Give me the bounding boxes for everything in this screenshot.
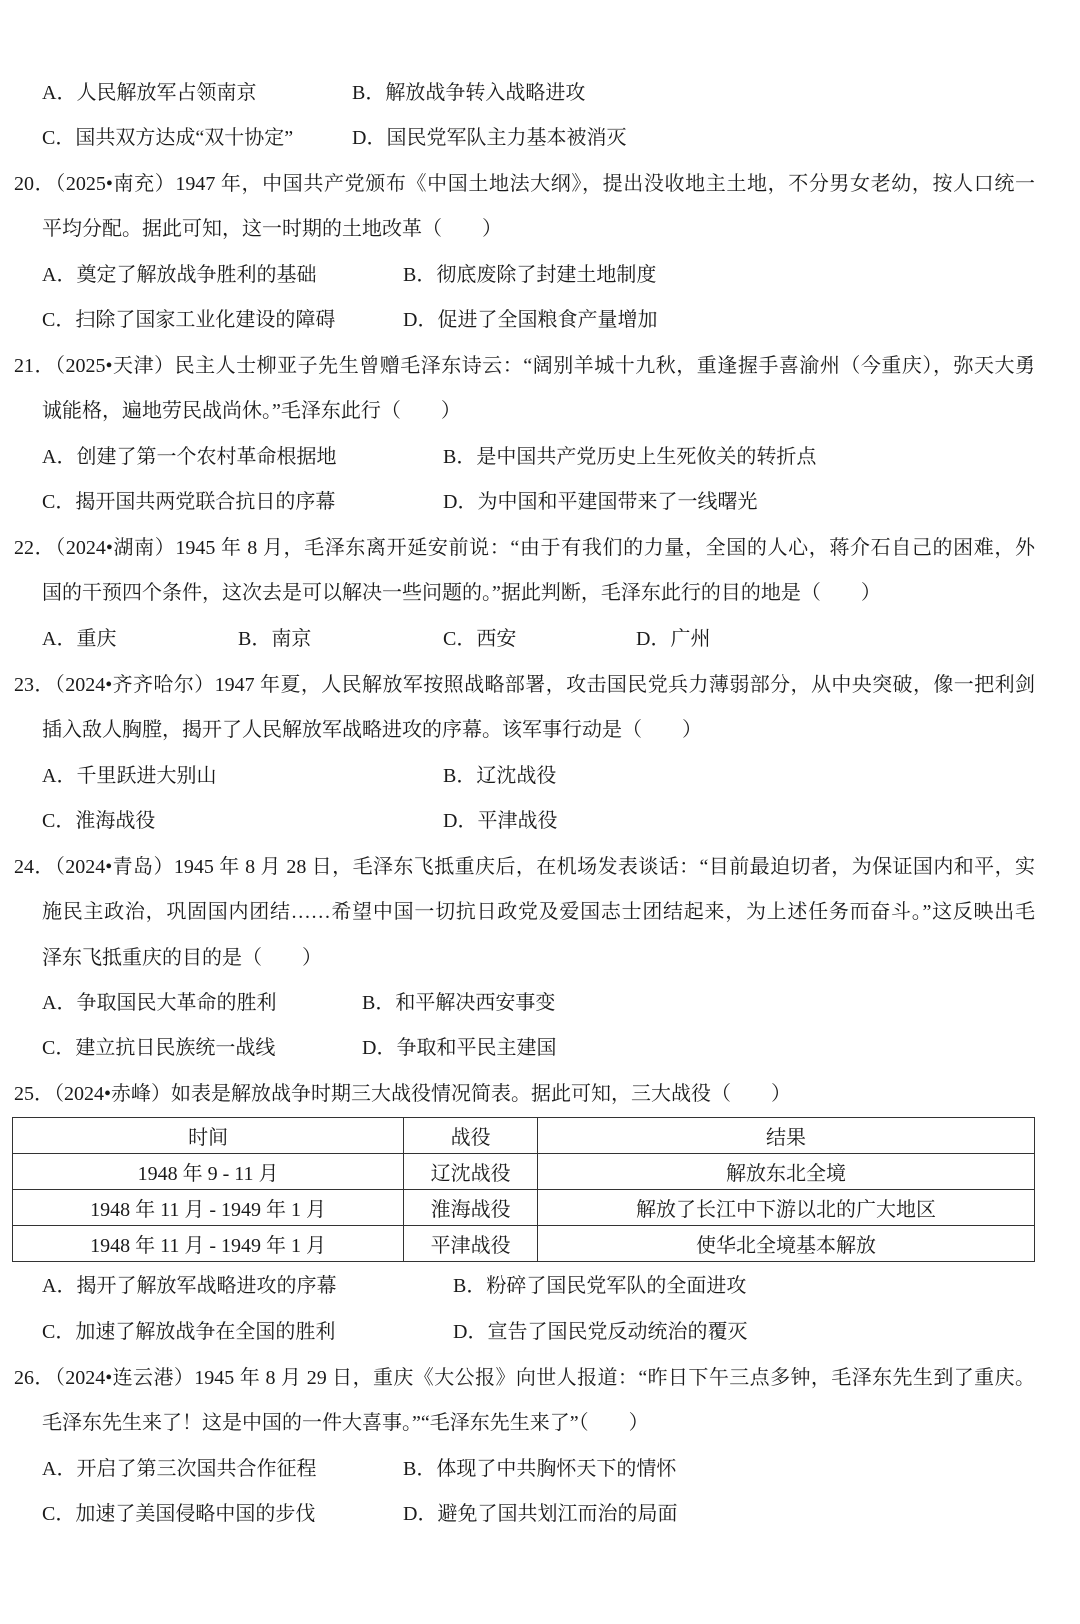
q20-option-b: B．彻底废除了封建土地制度 <box>403 264 657 286</box>
q26-stem-line-1: 26．（2024•连云港）1945 年 8 月 29 日，重庆《大公报》向世人报道：“昨日下午三点多钟，毛泽东先生到了重庆。 <box>14 1367 1035 1389</box>
q23-option-row-1 <box>0 753 1080 799</box>
q19-option-row-1 <box>0 70 1080 116</box>
q19-option-c: C．国共双方达成“双十协定” <box>42 127 294 149</box>
table-cell: 1948 年 11 月 - 1949 年 1 月 <box>13 1226 404 1262</box>
q26-option-row-1 <box>0 1446 1080 1492</box>
q20-stem-line-2: 平均分配。据此可知，这一时期的土地改革（ ） <box>42 218 502 240</box>
q20-option-d: D．促进了全国粮食产量增加 <box>403 309 658 331</box>
table-cell: 平津战役 <box>404 1226 538 1262</box>
q20-option-row-2 <box>0 297 1080 343</box>
q23-option-row-2 <box>0 798 1080 844</box>
table-row <box>13 1226 1035 1262</box>
table-cell: 辽沈战役 <box>404 1154 538 1190</box>
table-header-cell: 时间 <box>13 1118 404 1154</box>
q24-stem-line-2: 施民主政治，巩固国内团结……希望中国一切抗日政党及爱国志士团结起来，为上述任务而奋斗。”这反映出毛 <box>42 901 1035 923</box>
q20-option-c: C．扫除了国家工业化建设的障碍 <box>42 309 336 331</box>
q24-option-row-1 <box>0 980 1080 1026</box>
table-row <box>13 1154 1035 1190</box>
battles-table <box>12 1117 1035 1262</box>
q22-option-c: C．西安 <box>443 628 517 650</box>
q22-stem-line-2: 国的干预四个条件，这次去是可以解决一些问题的。”据此判断，毛泽东此行的目的地是（ ） <box>42 582 881 604</box>
table-cell: 淮海战役 <box>404 1190 538 1226</box>
q20-option-a: A．奠定了解放战争胜利的基础 <box>42 264 317 286</box>
q25-option-row-1 <box>0 1263 1080 1309</box>
q21-option-b: B．是中国共产党历史上生死攸关的转折点 <box>443 446 817 468</box>
q26-stem-line-2: 毛泽东先生来了！这是中国的一件大喜事。”“毛泽东先生来了”（ ） <box>42 1412 649 1434</box>
q24-option-row-2 <box>0 1025 1080 1071</box>
q19-option-a: A．人民解放军占领南京 <box>42 82 257 104</box>
table-cell: 解放了长江中下游以北的广大地区 <box>537 1190 1034 1226</box>
q26-option-b: B．体现了中共胸怀天下的情怀 <box>403 1458 677 1480</box>
table-row <box>13 1190 1035 1226</box>
q25-option-b: B．粉碎了国民党军队的全面进攻 <box>453 1275 747 1297</box>
q21-stem-line-2: 诚能格，遍地劳民战尚休。”毛泽东此行（ ） <box>42 400 461 422</box>
q23-option-b: B．辽沈战役 <box>443 765 557 787</box>
q25-stem-line-1: 25．（2024•赤峰）如表是解放战争时期三大战役情况简表。据此可知，三大战役（ ） <box>14 1083 792 1105</box>
q20-option-row-1 <box>0 252 1080 298</box>
q21-option-row-2 <box>0 479 1080 525</box>
table-header-cell: 战役 <box>404 1118 538 1154</box>
q26-option-row-2 <box>0 1491 1080 1537</box>
q20-stem-line-1: 20．（2025•南充）1947 年，中国共产党颁布《中国土地法大纲》，提出没收地主土地，不分男女老幼，按人口统一 <box>14 173 1035 195</box>
q19-option-b: B．解放战争转入战略进攻 <box>352 82 586 104</box>
q22-option-row <box>0 616 1080 662</box>
q21-option-d: D．为中国和平建国带来了一线曙光 <box>443 491 758 513</box>
q23-option-d: D．平津战役 <box>443 810 558 832</box>
q21-option-row-1 <box>0 434 1080 480</box>
q26-option-c: C．加速了美国侵略中国的步伐 <box>42 1503 316 1525</box>
q24-option-b: B．和平解决西安事变 <box>362 992 556 1014</box>
q26-option-d: D．避免了国共划江而治的局面 <box>403 1503 678 1525</box>
q19-option-row-2 <box>0 115 1080 161</box>
q23-stem-line-1: 23．（2024•齐齐哈尔）1947 年夏，人民解放军按照战略部署，攻击国民党兵力薄弱部分，从中央突破，像一把利剑 <box>14 674 1035 696</box>
q21-option-c: C．揭开国共两党联合抗日的序幕 <box>42 491 336 513</box>
q22-option-b: B．南京 <box>238 628 312 650</box>
q23-stem-line-2: 插入敌人胸膛，揭开了人民解放军战略进攻的序幕。该军事行动是（ ） <box>42 719 702 741</box>
q25-option-d: D．宣告了国民党反动统治的覆灭 <box>453 1321 748 1343</box>
q25-option-a: A．揭开了解放军战略进攻的序幕 <box>42 1275 337 1297</box>
table-cell: 1948 年 11 月 - 1949 年 1 月 <box>13 1190 404 1226</box>
table-cell: 1948 年 9 - 11 月 <box>13 1154 404 1190</box>
q23-option-a: A．千里跃进大别山 <box>42 765 217 787</box>
q25-option-c: C．加速了解放战争在全国的胜利 <box>42 1321 336 1343</box>
q22-option-a: A．重庆 <box>42 628 117 650</box>
table-header-cell: 结果 <box>537 1118 1034 1154</box>
table-header-row <box>13 1118 1035 1154</box>
q23-option-c: C．淮海战役 <box>42 810 156 832</box>
q19-option-d: D．国民党军队主力基本被消灭 <box>352 127 627 149</box>
q24-option-d: D．争取和平民主建国 <box>362 1037 557 1059</box>
q25-option-row-2 <box>0 1309 1080 1355</box>
table-cell: 使华北全境基本解放 <box>537 1226 1034 1262</box>
q24-option-c: C．建立抗日民族统一战线 <box>42 1037 276 1059</box>
q22-stem-line-1: 22．（2024•湖南）1945 年 8 月，毛泽东离开延安前说：“由于有我们的力量，全国的人心，蒋介石自己的困难，外 <box>14 537 1035 559</box>
q24-option-a: A．争取国民大革命的胜利 <box>42 992 277 1014</box>
q24-stem-line-3: 泽东飞抵重庆的目的是（ ） <box>42 947 322 969</box>
table-cell: 解放东北全境 <box>537 1154 1034 1190</box>
q21-option-a: A．创建了第一个农村革命根据地 <box>42 446 337 468</box>
q22-option-d: D．广州 <box>636 628 711 650</box>
q26-option-a: A．开启了第三次国共合作征程 <box>42 1458 317 1480</box>
q21-stem-line-1: 21．（2025•天津）民主人士柳亚子先生曾赠毛泽东诗云：“阔别羊城十九秋，重逢握手喜渝州（今重庆），弥天大勇 <box>14 355 1035 377</box>
q24-stem-line-1: 24．（2024•青岛）1945 年 8 月 28 日，毛泽东飞抵重庆后，在机场发表谈话：“目前最迫切者，为保证国内和平，实 <box>14 856 1035 878</box>
